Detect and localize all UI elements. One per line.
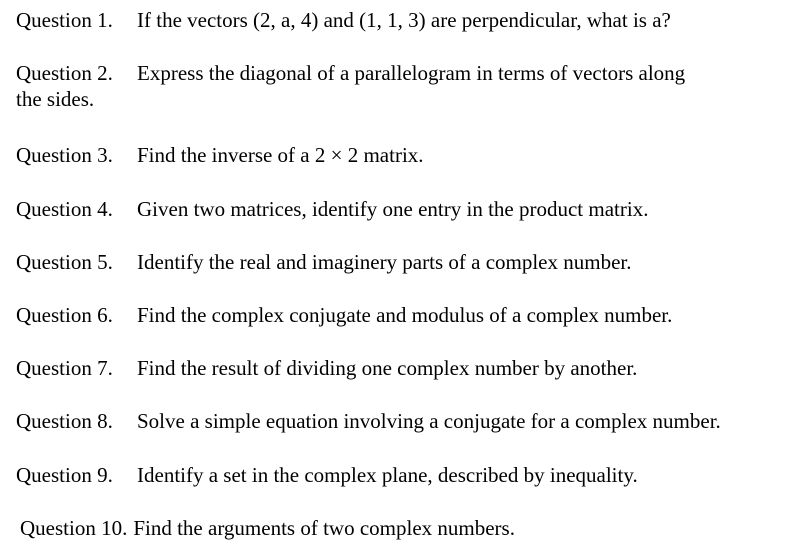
question-9: [16, 462, 638, 488]
question-8: [16, 408, 721, 434]
question-10: [20, 515, 515, 541]
question-3: [16, 142, 424, 168]
question-5: [16, 249, 632, 275]
question-text: Solve a simple equation involving a conjugate for a complex number.: [137, 409, 721, 433]
question-text: Identify a set in the complex plane, described by inequality.: [137, 463, 638, 487]
question-number: Question 3.: [16, 143, 113, 167]
question-1: [16, 7, 671, 33]
question-text: Find the result of dividing one complex number by another.: [137, 356, 638, 380]
question-text: Given two matrices, identify one entry in the product matrix.: [137, 197, 649, 221]
question-text: Find the complex conjugate and modulus of a complex number.: [137, 303, 673, 327]
question-text: If the vectors (2, a, 4) and (1, 1, 3) are perpendicular, what is a?: [137, 8, 671, 32]
question-number: Question 7.: [16, 356, 113, 380]
question-4: [16, 196, 648, 222]
question-text: Express the diagonal of a parallelogram in terms of vectors along: [137, 61, 686, 85]
question-text: Find the arguments of two complex numbers.: [133, 516, 515, 540]
question-number: Question 2.: [16, 61, 113, 85]
question-text: Identify the real and imaginery parts of a complex number.: [137, 250, 632, 274]
question-number: Question 6.: [16, 303, 113, 327]
question-number: Question 10.: [20, 516, 128, 540]
question-text-continued: the sides.: [16, 87, 95, 111]
question-7: [16, 355, 637, 381]
question-2: [16, 60, 776, 112]
question-number: Question 5.: [16, 250, 113, 274]
question-number: Question 1.: [16, 8, 113, 32]
question-number: Question 9.: [16, 463, 113, 487]
question-number: Question 8.: [16, 409, 113, 433]
question-number: Question 4.: [16, 197, 113, 221]
question-6: [16, 302, 672, 328]
question-text: Find the inverse of a 2 × 2 matrix.: [137, 143, 424, 167]
